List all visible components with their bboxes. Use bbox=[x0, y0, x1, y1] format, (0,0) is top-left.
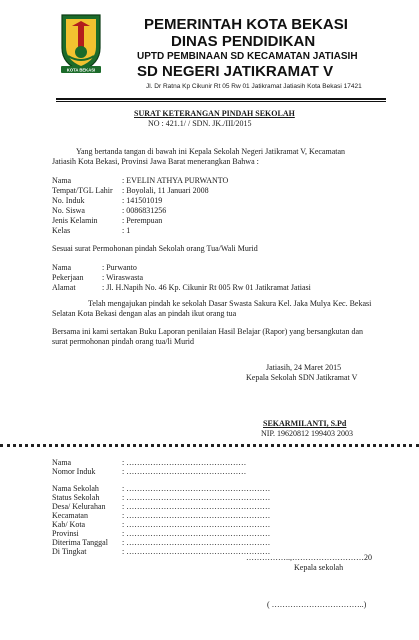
letterhead-rule-thin bbox=[56, 101, 386, 102]
header-school: SD NEGERI JATIKRAMAT V bbox=[137, 63, 334, 80]
signature-position: Kepala Sekolah SDN Jatikramat V bbox=[246, 373, 358, 382]
form-receiver-position: Kepala sekolah bbox=[294, 563, 344, 572]
signature-nip: NIP. 19620812 199403 2003 bbox=[261, 429, 354, 438]
cut-line-divider bbox=[0, 444, 419, 447]
signature-name: SEKARMILANTI, S.Pd bbox=[263, 419, 347, 428]
body-p2-line-2: surat permohonan pindah orang tua/li Murid bbox=[52, 337, 194, 346]
form-receiver-name: ( ……………………………..) bbox=[267, 600, 367, 609]
body-p1-line-2: Selatan Kota Bekasi dengan alas an pindah ikut orang tua bbox=[52, 309, 237, 318]
header-agency: DINAS PENDIDIKAN bbox=[171, 33, 316, 50]
letter-number: NO : 421.1/ / SDN. JK./III/2015 bbox=[148, 119, 252, 128]
intro-line-2: Jatiasih Kota Bekasi, Provinsi Jawa Barat menerangkan Bahwa : bbox=[52, 157, 259, 166]
body-p2-line-1: Bersama ini kami sertakan Buku Laporan penilaian Hasil Belajar (Rapor) yang bersangkutan dan bbox=[52, 327, 364, 336]
letter-title: SURAT KETERANGAN PINDAH SEKOLAH bbox=[134, 109, 295, 118]
logo-caption: KOTA BEKASI bbox=[66, 67, 96, 73]
signature-place-date: Jatiasih, 24 Maret 2015 bbox=[266, 363, 342, 372]
header-government: PEMERINTAH KOTA BEKASI bbox=[144, 16, 348, 33]
letterhead-rule bbox=[56, 98, 386, 100]
header-address: Jl. Dr Ratna Kp Cikunir Rt 05 Rw 01 Jatikramat Jatiasih Kota Bekasi 17421 bbox=[146, 83, 362, 90]
request-line: Sesuai surat Permohonan pindah Sekolah orang Tua/Wali Murid bbox=[52, 244, 258, 253]
body-p1-line-1: Telah mengajukan pindah ke sekolah Dasar Swasta Sakura Kel. Jaka Mulya Kec. Bekasi bbox=[88, 299, 372, 308]
intro-line-1: Yang bertanda tangan di bawah ini Kepala Sekolah Negeri Jatikramat V, Kecamatan bbox=[76, 147, 346, 156]
form-date-line: ……………..,………………………20 bbox=[246, 553, 372, 562]
header-uptd: UPTD PEMBINAAN SD KECAMATAN JATIASIH bbox=[137, 51, 358, 62]
kota-bekasi-emblem-icon bbox=[58, 12, 104, 74]
